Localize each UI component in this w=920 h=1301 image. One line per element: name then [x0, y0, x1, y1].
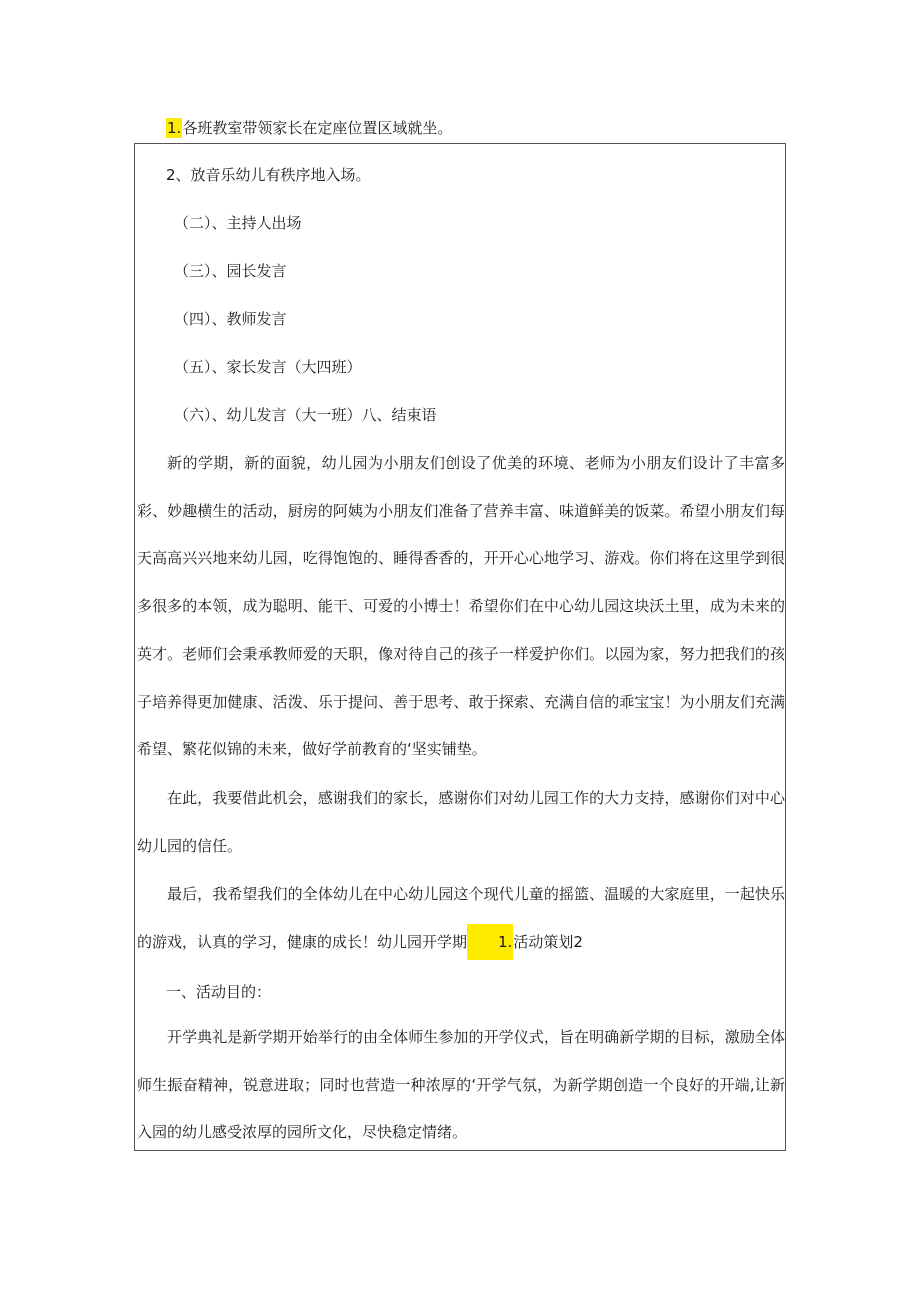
intro-line-text: 各班教室带领家长在定座位置区域就坐。: [182, 119, 453, 137]
step-2-line: 2、放音乐幼儿有秩序地入场。: [166, 166, 371, 184]
paragraph-purpose: 开学典礼是新学期开始举行的由全体师生参加的开学仪式，旨在明确新学期的目标，激励全体师生振奋精神，锐意进取；同时也营造一种浓厚的‘开学气氛，为新学期创造一个良好的开端,让新入园的幼儿感受浓厚的园所文化，尽快稳定情绪。: [137, 1028, 785, 1142]
highlighted-number: 1.: [467, 924, 513, 960]
agenda-item-2: （二）、主持人出场: [174, 214, 302, 232]
agenda-item-5: （五）、家长发言（大四班）: [174, 358, 362, 376]
agenda-item-3: （三）、园长发言: [174, 262, 287, 280]
section-heading: 一、活动目的：: [166, 983, 272, 1001]
paragraph-closing: [137, 871, 785, 966]
agenda-item-4: （四）、教师发言: [174, 310, 287, 328]
intro-line: [166, 118, 452, 138]
agenda-item-6: （六）、幼儿发言（大一班）八、结束语: [174, 406, 437, 424]
highlighted-number: 1.: [167, 119, 182, 137]
paragraph-thanks: 在此，我要借此机会，感谢我们的家长，感谢你们对幼儿园工作的大力支持，感谢你们对中心幼儿园的信任。: [137, 789, 785, 855]
paragraph-closing-text: 最后，我希望我们的全体幼儿在中心幼儿园这个现代儿童的摇篮、温暖的大家庭里，一起快乐的游戏，认真的学习，健康的成长！幼儿园开学期: [137, 885, 785, 951]
paragraph-closing-title: 活动策划2: [513, 932, 583, 951]
paragraph-welcome: 新的学期，新的面貌，幼儿园为小朋友们创设了优美的环境、老师为小朋友们设计了丰富多彩、妙趣横生的活动，厨房的阿姨为小朋友们准备了营养丰富、味道鲜美的饭菜。希望小朋友们每天高高兴兴地来幼儿园，吃得饱饱的、睡得香香的，开开心心地学习、游戏。你们将在这里学到很多很多的本领，成为聪明、能干、可爱的小博士！希望你们在中心幼儿园这块沃土里，成为未来的英才。老师们会秉承教师爱的天职，像对待自己的孩子一样爱护你们。以园为家，努力把我们的孩子培养得更加健康、活泼、乐于提问、善于思考、敢于探索、充满自信的乖宝宝！为小朋友们充满希望、繁花似锦的未来，做好学前教育的‘坚实铺垫。: [137, 454, 785, 759]
